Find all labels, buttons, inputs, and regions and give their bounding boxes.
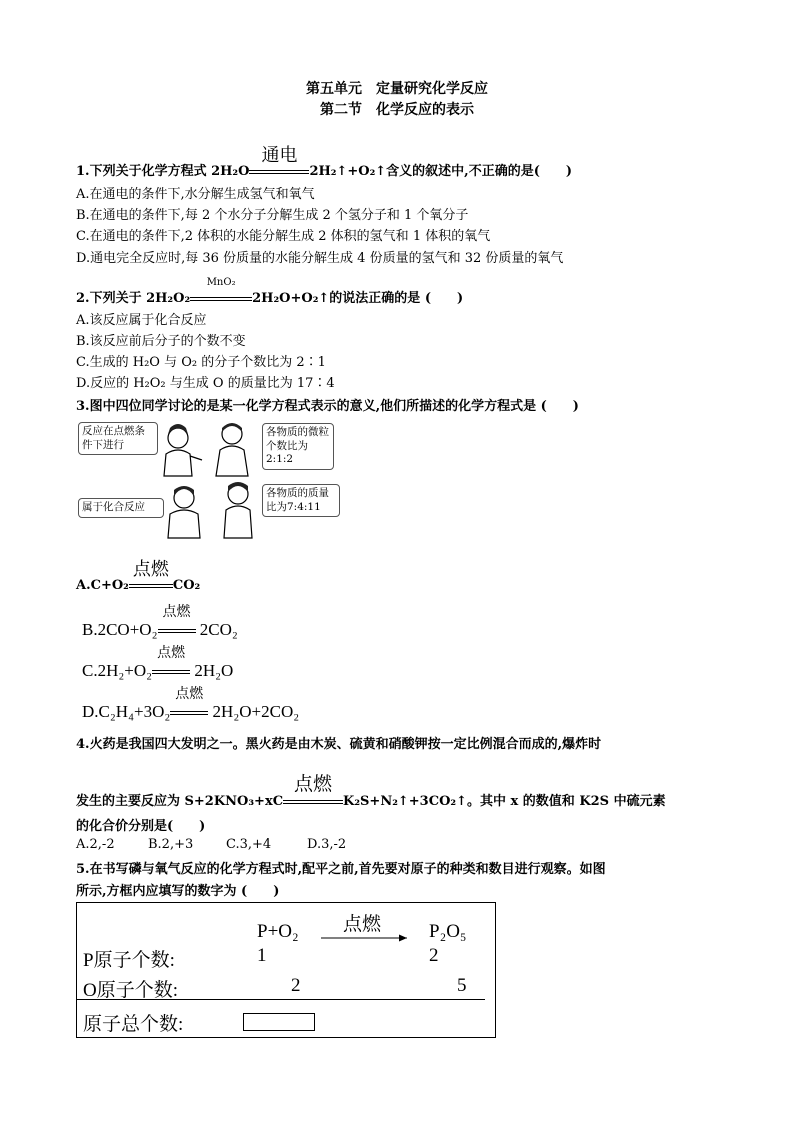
bubble-1: 反应在点燃条件下进行	[78, 422, 158, 455]
q4-stem-line1: 4.火药是我国四大发明之一。黑火药是由木炭、硫黄和硝酸钾按一定比例混合而成的,爆炸时	[76, 737, 602, 752]
q3-option-d	[82, 687, 300, 722]
q5-row2-left: 2	[291, 975, 301, 996]
q4-option-c: C.3,+4	[226, 837, 272, 852]
q3-option-c-right: 2H₂O	[194, 661, 234, 680]
q2-option-c: C.生成的 H₂O 与 O₂ 的分子个数比为 2∶1	[76, 355, 326, 370]
q4-line2-pre: 发生的主要反应为 S+2KNO₃+xC	[76, 794, 284, 809]
q3-option-d-condition: 点燃	[175, 687, 204, 702]
q3-option-d-arrow	[170, 687, 208, 722]
q4-line2-post: K₂S+N₂↑+3CO₂↑。其中 x 的数值和 K2S 中硫元素	[343, 794, 666, 809]
q2-option-d: D.反应的 H₂O₂ 与生成 O 的质量比为 17∶4	[76, 376, 335, 391]
student-boy-icon	[168, 486, 200, 538]
student-girl-icon	[164, 424, 202, 476]
unit-title: 第五单元 定量研究化学反应	[306, 81, 488, 97]
q3-option-b	[82, 605, 238, 640]
q2-arrow	[190, 277, 252, 306]
q4-option-b: B.2,+3	[148, 837, 194, 852]
q1-arrow	[249, 145, 309, 179]
q1-condition: 通电	[261, 145, 298, 165]
q2-option-a: A.该反应属于化合反应	[76, 313, 207, 328]
bubble-2: 各物质的微粒个数比为2:1:2	[262, 423, 334, 470]
q2-condition: MnO₂	[206, 277, 236, 288]
q3-option-c-arrow	[152, 646, 190, 681]
q3-option-b-right: 2CO₂	[199, 620, 238, 639]
q5-row2-right: 5	[457, 975, 467, 996]
q3-option-a-arrow	[129, 559, 173, 593]
q3-option-b-condition: 点燃	[162, 605, 191, 620]
q3-option-d-right: 2H₂O+2CO₂	[212, 702, 300, 721]
q3-option-a-left: A.C+O₂	[76, 578, 129, 593]
q3-option-d-left: D.C₂H₄+3O₂	[82, 702, 171, 721]
q5-reactants: P+O₂	[257, 921, 299, 942]
q1-stem-post: 2H₂↑+O₂↑含义的叙述中,不正确的是( )	[309, 164, 572, 179]
q3-option-b-arrow	[158, 605, 196, 640]
q1-option-a: A.在通电的条件下,水分解生成氢气和氧气	[76, 187, 315, 202]
q5-stem-line1: 5.在书写磷与氧气反应的化学方程式时,配平之前,首先要对原子的种类和数目进行观察。如图	[76, 862, 606, 877]
q1-option-d: D.通电完全反应时,每 36 份质量的水能分解生成 4 份质量的氢气和 32 份质量的氧气	[76, 251, 564, 266]
q2-stem-post: 2H₂O+O₂↑的说法正确的是 ( )	[252, 291, 464, 306]
q5-arrow-icon	[321, 933, 413, 943]
q4-option-d: D.3,-2	[307, 837, 347, 852]
q3-option-c-condition: 点燃	[157, 646, 186, 661]
student-boy-icon	[224, 482, 252, 538]
q5-row1-right: 2	[429, 945, 439, 966]
q4-stem-line2	[76, 774, 666, 809]
q5-stem-line2: 所示,方框内应填写的数字为 ( )	[76, 884, 280, 899]
students-illustration	[150, 420, 270, 540]
section-title: 第二节 化学反应的表示	[320, 102, 474, 118]
q3-option-a	[76, 559, 201, 593]
q2-stem-pre: 2.下列关于 2H₂O₂	[76, 291, 191, 306]
q5-product: P₂O₅	[429, 921, 467, 942]
q2-option-b: B.该反应前后分子的个数不变	[76, 334, 246, 349]
q1-stem-pre: 1.下列关于化学方程式 2H₂O	[76, 164, 250, 179]
q4-stem-line3: 的化合价分别是( )	[76, 819, 206, 834]
q5-row2-label: O原子个数:	[83, 980, 179, 1001]
student-boy-icon	[216, 423, 248, 476]
q5-answer-box[interactable]	[243, 1013, 315, 1031]
bubble-3: 属于化合反应	[78, 498, 164, 518]
q1-stem	[76, 145, 572, 179]
q3-option-a-right: CO₂	[172, 578, 201, 593]
q5-row3-label: 原子总个数:	[83, 1014, 184, 1035]
q5-condition: 点燃	[343, 914, 382, 935]
q5-divider	[77, 999, 485, 1000]
q3-option-a-condition: 点燃	[132, 559, 169, 579]
q2-stem	[76, 277, 464, 306]
q1-option-b: B.在通电的条件下,每 2 个水分子分解生成 2 个氢分子和 1 个氧分子	[76, 208, 469, 223]
q3-option-b-left: B.2CO+O₂	[82, 620, 158, 639]
q5-row1-label: P原子个数:	[83, 950, 175, 971]
q3-option-c-left: C.2H₂+O₂	[82, 661, 153, 680]
q4-option-a: A.2,-2	[76, 837, 115, 852]
bubble-4: 各物质的质量比为7:4:11	[262, 484, 340, 517]
q4-arrow	[283, 774, 343, 809]
q5-row1-left: 1	[257, 945, 267, 966]
q3-stem: 3.图中四位同学讨论的是某一化学方程式表示的意义,他们所描述的化学方程式是 ( )	[76, 399, 579, 414]
q1-option-c: C.在通电的条件下,2 体积的水能分解生成 2 体积的氢气和 1 体积的氧气	[76, 229, 491, 244]
q3-option-c	[82, 646, 234, 681]
q5-figure-box	[76, 902, 496, 1038]
q4-condition: 点燃	[294, 774, 333, 795]
